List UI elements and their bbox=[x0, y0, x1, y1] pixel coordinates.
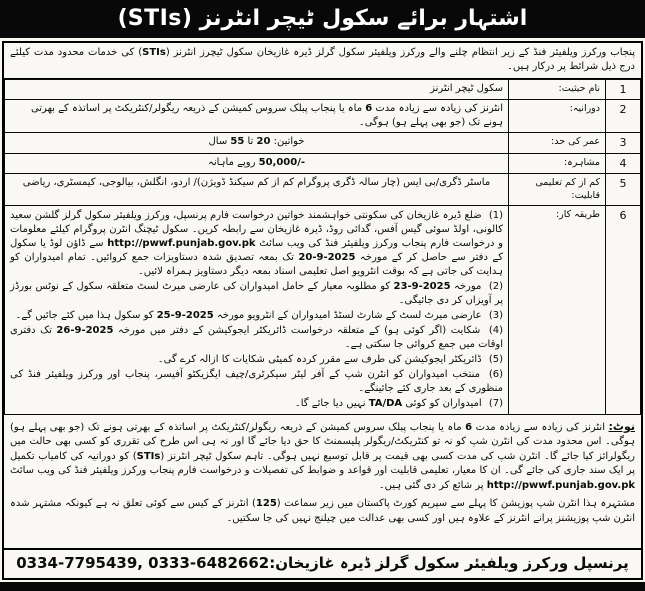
procedure-point bbox=[10, 397, 503, 411]
disclaimer-paragraph: مشتہرہ ہذا انٹرن شپ پوزیشن کا پہلے سے سپریم کورٹ پاکستان میں زیر سماعت (125) انٹرنز کے کیس سے کوئی تعلق نہ ہے کیونکہ مشتہر شدہ انٹرن شپ پوزیشنز پرانے انٹرنز کے علاوہ ہیں اور کسی بھی عدالت میں چیلنج نہیں کی جا سکتیں۔ bbox=[10, 498, 635, 524]
row-label: نام حیثیت: bbox=[509, 80, 606, 100]
procedure-point bbox=[10, 353, 503, 367]
intro-paragraph: پنجاب ورکرز ویلفیئر فنڈ کے زیر انتظام چلنے والے ورکرز ویلفیئر سکول گرلز ڈیرہ غازیخان سکول ٹیچرز انٹرنز (STIs) کی خدمات محدود مدت کیلئے درج ذیل شرائط پر درکار ہیں۔ bbox=[4, 43, 641, 79]
point-marker: (2) bbox=[488, 280, 503, 292]
procedure-point bbox=[10, 309, 503, 323]
point-marker: (7) bbox=[488, 397, 503, 409]
content-flow bbox=[4, 43, 641, 548]
point-text: امیدواران کو کوئی TA/DA نہیں دیا جائے گا۔ bbox=[294, 397, 482, 409]
procedure-point bbox=[10, 280, 503, 308]
footer-contact bbox=[4, 548, 641, 579]
note-text: انٹرنز کی زیادہ سے زیادہ مدت 6 ماہ یا پنجاب پبلک سروس کمیشن کے ذریعہ ریگولر/کنٹریکٹ پر اساتذہ کے بھرتی ہونے تک (جو بھی پہلے ہو) ہوگی۔ اس محدود مدت کی انٹرن شپ کو نہ تو کنٹریکٹ/ریگولر پلیسمنٹ کا حق دیا جائے گا اور نہ ہی اس طرح کی تقرری کو کسی بھی حالت میں ریگولرائز کیا جائے گا۔ انٹرن شپ کی مدت کسی بھی قیمت پر قابل توسیع نہیں ہوگی۔ تاہم سکول ٹیچر انٹرنز (STIs) کو دورانیہ کی کامیاب تکمیل پر ایک سند جاری کی جائے گی۔ ان کا معیار، تعلیمی قابلیت اور قواعد و ضوابط کی تفصیلات و درخواست فارم پنجاب ورکرز ویلفیئر فنڈ کی ویب سائٹ http://pwwf.punjab.gov.pk پر شائع کر دی گئی ہیں۔ bbox=[10, 421, 635, 491]
page-title: اشتہار برائے سکول ٹیچر انٹرنز (STIs) bbox=[0, 0, 645, 38]
point-text: شکایت (اگر کوئی ہو) کے متعلقہ درخواست ڈائریکٹر ایجوکیشن کے دفتر میں مورخہ 26-9-2025 تک دفتری اوقات میں جمع کروائی جا سکتی ہے۔ bbox=[10, 324, 503, 350]
row-number: 6 bbox=[606, 205, 641, 414]
point-marker: (3) bbox=[488, 309, 503, 321]
point-text: مورخہ 23-9-2025 کو مطلوبہ معیار کے حامل امیدواران کی عارضی میرٹ لسٹ متعلقہ سکول کے نوٹس بورڈز پر آویزاں کر دی جائیگی۔ bbox=[10, 280, 503, 306]
footer-principal-label: پرنسپل ورکرز ویلفیئر سکول گرلز ڈیرہ غازیخان: bbox=[269, 553, 629, 572]
row-label: طریقہ کار: bbox=[509, 205, 606, 414]
procedure-point bbox=[10, 368, 503, 396]
table-row bbox=[5, 205, 641, 414]
point-marker: (6) bbox=[488, 368, 503, 380]
procedure-point bbox=[10, 209, 503, 279]
note-paragraph bbox=[4, 415, 641, 496]
table-row bbox=[5, 133, 641, 153]
point-text: ضلع ڈیرہ غازیخان کی سکونتی خواہشمند خواتین درخواست فارم پرنسپل، ورکرز ویلفیئر سکول گرلز گلشن سعید کالونی، اولڈ سوئی گیس آفس، گدائی روڈ، ڈیرہ غازیخان سے رابطہ کریں۔ سکول ٹیچنگ انٹرن پروگرام کیلئے معلومات و درخواست فارم پنجاب ورکرز ویلفیئر فنڈ کی ویب سائٹ http://pwwf.punjab.gov.pk سے ڈاؤن لوڈ یا سکول کے دفتر سے حاصل کر کے مورخہ 20-9-2025 تک بمعہ تصدیق شدہ دستاویزات جمع کروائیں۔ تمام امیدواران کو ہدایت کی جاتی ہے کہ بوقت انٹرویو اصل تعلیمی اسناد بمعہ دیگر دستاویز ہمراہ لائیں۔ bbox=[10, 209, 503, 277]
row-value: 50,000/- روپے ماہانہ bbox=[5, 153, 509, 173]
row-label: مشاہرہ: bbox=[509, 153, 606, 173]
details-table bbox=[4, 79, 641, 415]
bottom-border-bar bbox=[0, 582, 645, 591]
row-label: دورانیہ: bbox=[509, 100, 606, 133]
footer-phone-numbers: 0334-7795439, 0333-6482662 bbox=[16, 553, 270, 572]
row-number: 5 bbox=[606, 174, 641, 206]
row-number: 3 bbox=[606, 133, 641, 153]
row-value: خواتین: 20 تا 55 سال bbox=[5, 133, 509, 153]
table-row bbox=[5, 100, 641, 133]
content-box bbox=[2, 41, 643, 580]
row-value: ماسٹر ڈگری/بی ایس (چار سالہ ڈگری پروگرام کم از کم سیکنڈ ڈویژن)/ اردو، انگلش، بیالوجی، کیمسٹری، ریاضی bbox=[5, 174, 509, 206]
procedure-point bbox=[10, 324, 503, 352]
details-table-body bbox=[5, 80, 641, 415]
point-marker: (5) bbox=[488, 353, 503, 365]
note-label: نوٹ: bbox=[608, 419, 635, 433]
row-label: عمر کی حد: bbox=[509, 133, 606, 153]
point-text: منتخب امیدواران کو انٹرن شپ کے آفر لیٹر سیکرٹری/چیف ایگزیکٹو آفیسر، پنجاب اور ورکرز ویلفیئر فنڈ کی منظوری کے بعد جاری کئے جائینگے۔ bbox=[10, 368, 503, 394]
row-value: انٹرنز کی زیادہ سے زیادہ مدت 6 ماہ یا پنجاب پبلک سروس کمیشن کے ذریعہ ریگولر/کنٹریکٹ پر اساتذہ کے بھرتی ہونے تک (جو بھی پہلے ہو) ہوگی۔ bbox=[5, 100, 509, 133]
point-marker: (4) bbox=[488, 324, 503, 336]
row-label: کم از کم تعلیمی قابلیت: bbox=[509, 174, 606, 206]
table-row bbox=[5, 174, 641, 206]
table-row bbox=[5, 80, 641, 100]
row-number: 2 bbox=[606, 100, 641, 133]
point-marker: (1) bbox=[488, 209, 503, 221]
row-number: 1 bbox=[606, 80, 641, 100]
row-value bbox=[5, 205, 509, 414]
row-value: سکول ٹیچر انٹرنز bbox=[5, 80, 509, 100]
point-text: ڈائریکٹر ایجوکیشن کی طرف سے مقرر کردہ کمیٹی شکایات کا ازالہ کرے گی۔ bbox=[157, 353, 482, 365]
row-number: 4 bbox=[606, 153, 641, 173]
table-row bbox=[5, 153, 641, 173]
point-text: عارضی میرٹ لسٹ کے شارٹ لسٹڈ امیدواران کے انٹرویو مورخہ 25-9-2025 کو سکول ہذا میں کئے جائیں گے۔ bbox=[15, 309, 482, 321]
